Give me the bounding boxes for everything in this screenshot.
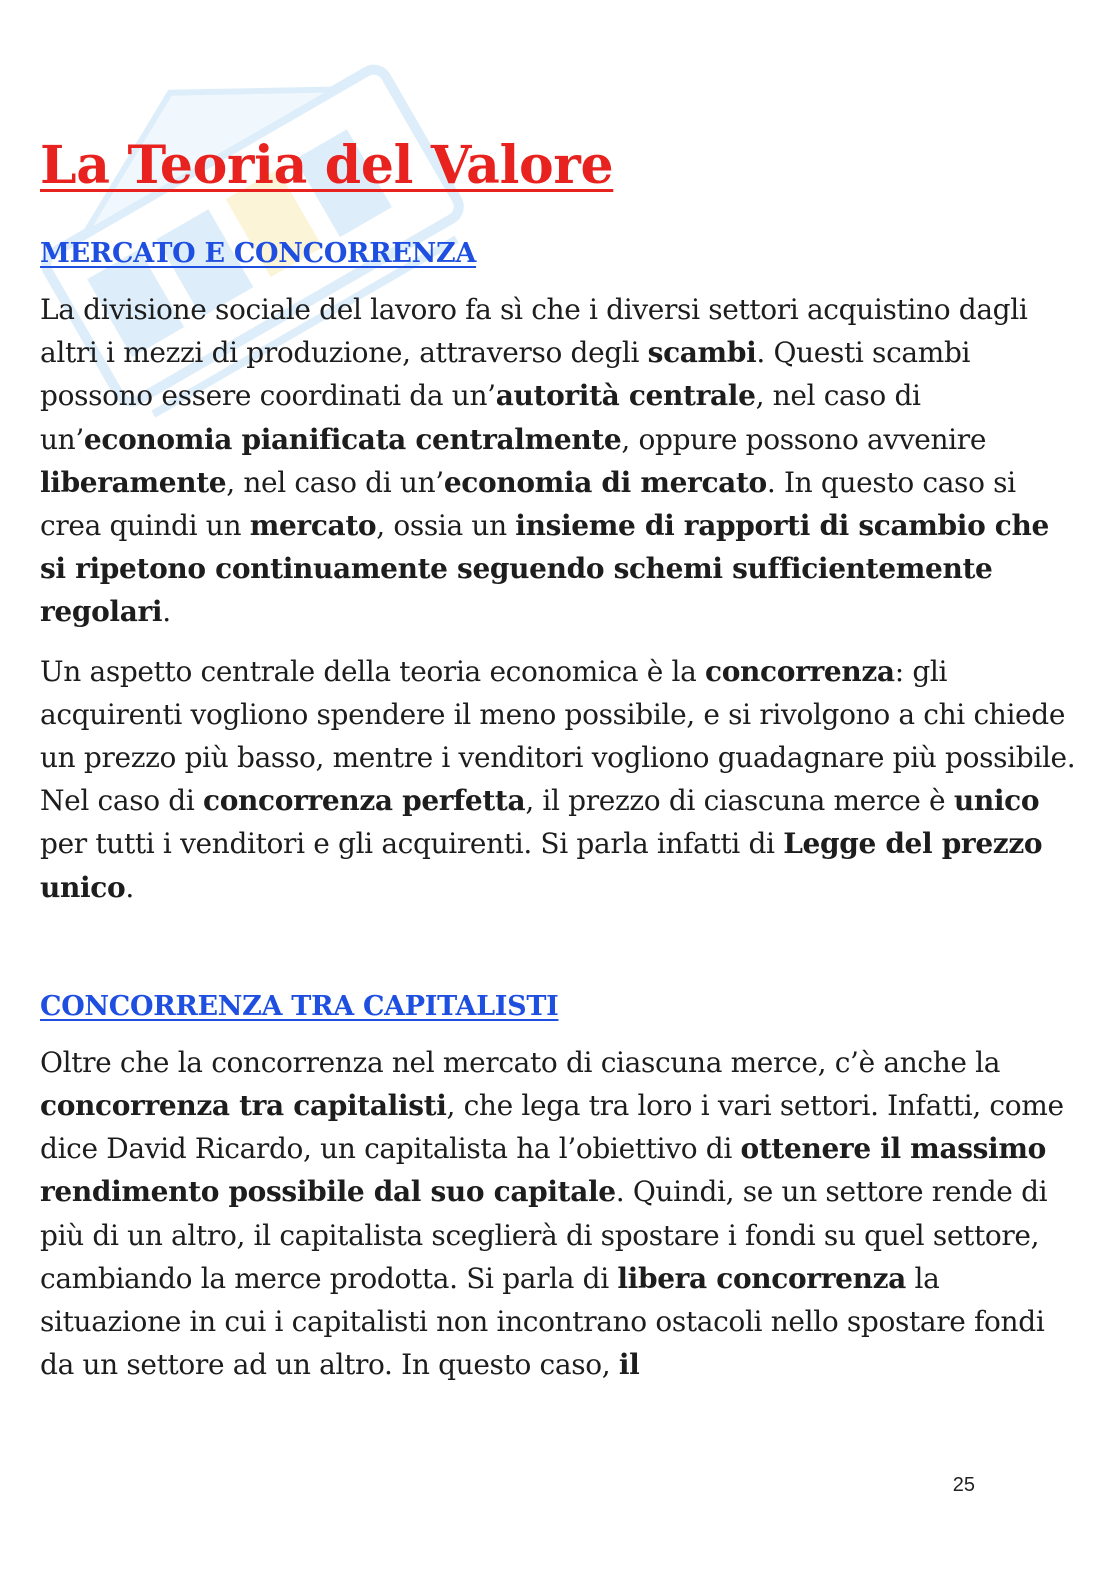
section-spacer (40, 925, 1080, 987)
body-paragraph (40, 650, 1080, 909)
bold-text: concorrenza (705, 654, 895, 688)
text-run: , ossia un (376, 509, 516, 543)
text-run: . (162, 595, 171, 629)
bold-text: liberamente (40, 465, 227, 499)
text-run: Un aspetto centrale della teoria economica è la (40, 654, 706, 688)
text-run: : gli acquirenti vogliono spendere il meno possibile, e si rivolgono a chi chiede un prezzo più basso, mentre i venditori vogliono guadagnare più possibile. Nel caso di (40, 654, 1076, 818)
bold-text: il (618, 1348, 640, 1382)
bold-text: ottenere il massimo rendimento possibile dal suo capitale (40, 1132, 1046, 1209)
section-heading: CONCORRENZA TRA CAPITALISTI (40, 990, 559, 1022)
bold-text: autorità centrale (495, 379, 756, 413)
sections-container (40, 234, 1080, 1386)
text-run: , che lega tra loro i vari settori. Infatti, come dice David Ricardo, un capitalista ha l’obiettivo di (40, 1089, 1064, 1166)
page-number: 25 (952, 1474, 975, 1496)
body-paragraph (40, 288, 1080, 634)
bold-text: insieme di rapporti di scambio che si ripetono continuamente seguendo schemi sufficientemente regolari (40, 509, 1049, 629)
text-run: , nel caso di un’ (40, 379, 921, 456)
text-run: . Quindi, se un settore rende di più di un altro, il capitalista sceglierà di spostare i fondi su quel settore, cambiando la merce prodotta. Si parla di (40, 1175, 1048, 1295)
text-run: La divisione sociale del lavoro fa sì che i diversi settori acquistino dagli altri i mezzi di produzione, attraverso degli (40, 293, 1028, 370)
text-run: Oltre che la concorrenza nel mercato di ciascuna merce, c’è anche la (40, 1045, 1001, 1079)
bold-text: libera concorrenza (617, 1261, 906, 1295)
text-run: . In questo caso si crea quindi un (40, 465, 1016, 543)
text-run: per tutti i venditori e gli acquirenti. Si parla infatti di (40, 827, 784, 861)
document-content (40, 128, 1080, 1402)
bold-text: mercato (249, 509, 377, 543)
text-run: , nel caso di un’ (226, 465, 444, 499)
text-run: , il prezzo di ciascuna merce è (525, 784, 954, 818)
page-title: La Teoria del Valore (40, 135, 614, 196)
bold-text: Legge del prezzo unico (40, 827, 1043, 904)
bold-text: scambi (647, 336, 757, 370)
bold-text: economia pianificata centralmente (83, 422, 622, 456)
text-run: , oppure possono avvenire (621, 422, 987, 456)
bold-text: unico (953, 784, 1040, 818)
bold-text: economia di mercato (443, 465, 767, 499)
text-run: . Questi scambi possono essere coordinati da un’ (40, 336, 971, 413)
bold-text: concorrenza perfetta (203, 784, 526, 818)
bold-text: concorrenza tra capitalisti (40, 1089, 447, 1123)
text-run: la situazione in cui i capitalisti non incontrano ostacoli nello spostare fondi da un settore ad un altro. In questo caso, (40, 1261, 1045, 1382)
body-paragraph (40, 1041, 1080, 1387)
section-heading: MERCATO E CONCORRENZA (40, 238, 477, 269)
text-run: . (125, 870, 134, 904)
